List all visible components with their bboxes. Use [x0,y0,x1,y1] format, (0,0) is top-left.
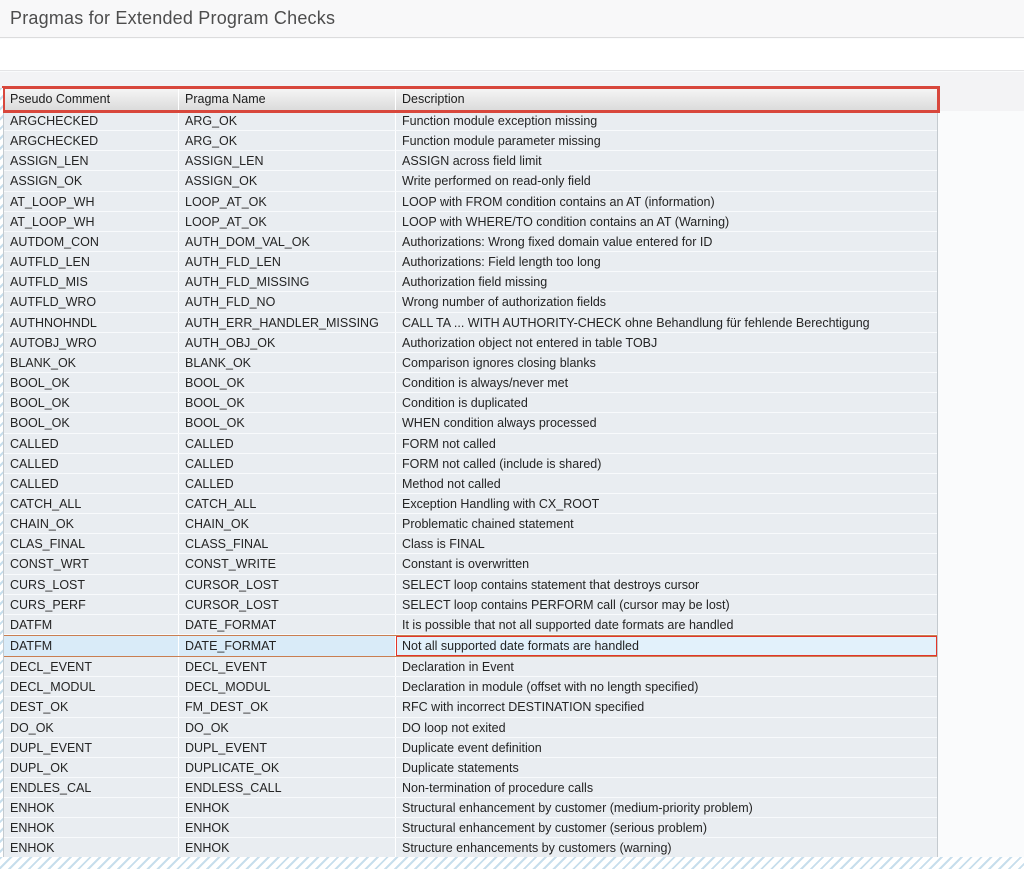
cell-pragma-name[interactable]: FM_DEST_OK [179,697,396,716]
cell-description[interactable]: Write performed on read-only field [402,174,591,189]
table-row[interactable] [4,353,937,373]
cell-pseudo-comment[interactable]: ARGCHECKED [4,111,179,130]
cell-pragma-name[interactable]: ASSIGN_OK [179,171,396,190]
table-row[interactable] [4,718,937,738]
cell-pseudo-comment[interactable]: AT_LOOP_WH [4,192,179,211]
cell-pragma-name[interactable]: ENHOK [179,838,396,857]
cell-pseudo-comment[interactable]: CURS_LOST [4,575,179,594]
cell-description[interactable]: Condition is duplicated [402,396,528,411]
table-row[interactable] [4,333,937,353]
cell-description[interactable]: Authorizations: Field length too long [402,255,601,270]
cell-pragma-name[interactable]: DATE_FORMAT [179,636,396,656]
cell-pragma-name[interactable]: LOOP_AT_OK [179,212,396,231]
pragma-table [3,88,938,859]
cell-pragma-name[interactable]: AUTH_OBJ_OK [179,333,396,352]
cell-pragma-name[interactable]: ASSIGN_LEN [179,151,396,170]
cell-pseudo-comment[interactable]: CATCH_ALL [4,494,179,513]
table-row[interactable] [4,657,937,677]
cell-pseudo-comment[interactable]: ENDLES_CAL [4,778,179,797]
cell-description[interactable]: It is possible that not all supported date formats are handled [402,617,734,632]
table-row[interactable] [4,818,937,838]
cell-pseudo-comment[interactable]: ENHOK [4,838,179,857]
cell-pseudo-comment[interactable]: BOOL_OK [4,393,179,412]
table-row[interactable] [4,454,937,474]
cell-pragma-name[interactable]: CURSOR_LOST [179,575,396,594]
table-row[interactable] [4,677,937,697]
cell-pragma-name[interactable]: DATE_FORMAT [179,615,396,634]
cell-pragma-name[interactable]: BOOL_OK [179,413,396,432]
table-row[interactable] [4,615,937,635]
table-row[interactable] [4,434,937,454]
cell-pragma-name[interactable]: AUTH_FLD_LEN [179,252,396,271]
cell-description[interactable]: Exception Handling with CX_ROOT [402,496,600,511]
table-row[interactable] [4,292,937,312]
cell-description[interactable]: RFC with incorrect DESTINATION specified [402,700,645,715]
cell-pseudo-comment[interactable]: BLANK_OK [4,353,179,372]
cell-description[interactable]: Declaration in module (offset with no length specified) [402,680,699,695]
cell-description[interactable]: LOOP with FROM condition contains an AT (information) [402,194,715,209]
cell-description[interactable]: Wrong number of authorization fields [402,295,607,310]
cell-pseudo-comment[interactable]: DECL_EVENT [4,657,179,676]
table-row[interactable] [4,192,937,212]
cell-description[interactable]: SELECT loop contains statement that destroys cursor [402,577,700,592]
cell-description[interactable]: Comparison ignores closing blanks [402,355,596,370]
table-row[interactable] [4,413,937,433]
bottom-hatch-border [0,857,1024,869]
cell-description[interactable]: DO loop not exited [402,720,506,735]
cell-pseudo-comment[interactable]: DECL_MODUL [4,677,179,696]
table-row[interactable] [4,171,937,191]
cell-description[interactable]: Function module exception missing [402,114,598,128]
title-bar [0,0,1024,38]
cell-pseudo-comment[interactable]: DATFM [4,636,179,656]
cell-pseudo-comment[interactable]: ASSIGN_LEN [4,151,179,170]
page-title: Pragmas for Extended Program Checks [10,8,336,28]
cell-description[interactable]: Condition is always/never met [402,376,569,391]
table-row[interactable] [4,838,937,858]
cell-pragma-name[interactable]: DECL_MODUL [179,677,396,696]
table-row[interactable] [4,131,937,151]
cell-pseudo-comment[interactable]: CONST_WRT [4,554,179,573]
cell-pragma-name[interactable]: DO_OK [179,718,396,737]
cell-pragma-name[interactable]: ENHOK [179,818,396,837]
cell-pseudo-comment[interactable]: DO_OK [4,718,179,737]
cell-description[interactable]: Duplicate event definition [402,740,542,755]
cell-pragma-name[interactable]: ENDLESS_CALL [179,778,396,797]
table-row[interactable] [4,494,937,514]
cell-description[interactable]: Structural enhancement by customer (serious problem) [402,821,707,836]
table-row[interactable] [4,252,937,272]
cell-pseudo-comment[interactable]: DUPL_OK [4,758,179,777]
cell-description[interactable]: SELECT loop contains PERFORM call (cursor may be lost) [402,597,730,612]
cell-description[interactable]: FORM not called (include is shared) [402,456,602,471]
cell-pseudo-comment[interactable]: DUPL_EVENT [4,738,179,757]
cell-description[interactable]: Declaration in Event [402,660,514,675]
left-hatch-border [0,88,3,869]
cell-pragma-name[interactable]: DUPLICATE_OK [179,758,396,777]
cell-pragma-name[interactable]: ENHOK [179,798,396,817]
cell-pseudo-comment[interactable]: AUTFLD_MIS [4,272,179,291]
cell-pseudo-comment[interactable]: ENHOK [4,818,179,837]
cell-pseudo-comment[interactable]: ARGCHECKED [4,131,179,150]
table-header-row [3,88,938,111]
table-row[interactable] [4,738,937,758]
table-row[interactable] [4,575,937,595]
cell-pragma-name[interactable]: LOOP_AT_OK [179,192,396,211]
cell-pragma-name[interactable]: AUTH_FLD_MISSING [179,272,396,291]
cell-pseudo-comment[interactable]: ENHOK [4,798,179,817]
cell-pragma-name[interactable]: BOOL_OK [179,373,396,392]
table-body [3,111,938,859]
table-row[interactable] [4,697,937,717]
table-row[interactable] [4,778,937,798]
table-row[interactable] [4,534,937,554]
cell-description[interactable]: Duplicate statements [402,760,519,775]
cell-description[interactable]: ASSIGN across field limit [402,154,542,169]
table-row[interactable] [4,232,937,252]
cell-pseudo-comment[interactable]: CALLED [4,454,179,473]
cell-pseudo-comment[interactable]: AT_LOOP_WH [4,212,179,231]
cell-pseudo-comment[interactable]: BOOL_OK [4,413,179,432]
cell-pragma-name[interactable]: BOOL_OK [179,393,396,412]
cell-pragma-name[interactable]: CLASS_FINAL [179,534,396,553]
cell-description[interactable]: Not all supported date formats are handled [396,636,937,656]
table-row-selected[interactable] [4,635,937,657]
cell-description[interactable]: Non-termination of procedure calls [402,781,594,795]
table-row[interactable] [4,272,937,292]
cell-description[interactable]: Method not called [402,476,501,491]
table-row[interactable] [4,474,937,494]
cell-pragma-name[interactable]: CATCH_ALL [179,494,396,513]
cell-pragma-name[interactable]: ARG_OK [179,111,396,130]
cell-pragma-name[interactable]: DUPL_EVENT [179,738,396,757]
cell-pragma-name[interactable]: CALLED [179,454,396,473]
cell-pragma-name[interactable]: CONST_WRITE [179,554,396,573]
cell-pseudo-comment[interactable]: DEST_OK [4,697,179,716]
cell-pseudo-comment[interactable]: AUTFLD_WRO [4,292,179,311]
cell-pseudo-comment[interactable]: AUTFLD_LEN [4,252,179,271]
table-row[interactable] [4,111,937,131]
cell-pragma-name[interactable]: CALLED [179,474,396,493]
table-row[interactable] [4,798,937,818]
table-row[interactable] [4,151,937,171]
table-row[interactable] [4,393,937,413]
cell-pragma-name[interactable]: CALLED [179,434,396,453]
cell-description[interactable]: Function module parameter missing [402,134,601,149]
cell-pragma-name[interactable]: ARG_OK [179,131,396,150]
cell-pragma-name[interactable]: CURSOR_LOST [179,595,396,614]
column-header-description[interactable]: Description [402,92,465,106]
cell-pseudo-comment[interactable]: CHAIN_OK [4,514,179,533]
cell-pragma-name[interactable]: AUTH_DOM_VAL_OK [179,232,396,251]
cell-pseudo-comment[interactable]: AUTHNOHNDL [4,313,179,332]
table-row[interactable] [4,595,937,615]
column-header-pragma-name[interactable]: Pragma Name [179,88,396,111]
cell-pseudo-comment[interactable]: ASSIGN_OK [4,171,179,190]
table-row[interactable] [4,212,937,232]
cell-pseudo-comment[interactable]: CLAS_FINAL [4,534,179,553]
table-row[interactable] [4,373,937,393]
cell-description[interactable]: Authorization field missing [402,275,548,290]
cell-pseudo-comment[interactable]: AUTDOM_CON [4,232,179,251]
cell-pragma-name[interactable]: AUTH_ERR_HANDLER_MISSING [179,313,396,332]
cell-description[interactable]: CALL TA ... WITH AUTHORITY-CHECK ohne Behandlung für fehlende Berechtigung [402,315,870,330]
toolbar-spacer [0,39,1024,71]
cell-pseudo-comment[interactable]: DATFM [4,615,179,634]
cell-pragma-name[interactable]: AUTH_FLD_NO [179,292,396,311]
cell-description[interactable]: Structure enhancements by customers (warning) [402,841,672,856]
table-row[interactable] [4,758,937,778]
cell-pragma-name[interactable]: BLANK_OK [179,353,396,372]
cell-pseudo-comment[interactable]: CURS_PERF [4,595,179,614]
cell-pseudo-comment[interactable]: AUTOBJ_WRO [4,333,179,352]
cell-description[interactable]: Problematic chained statement [402,517,574,532]
column-header-pseudo-comment[interactable]: Pseudo Comment [4,88,179,111]
cell-pseudo-comment[interactable]: CALLED [4,474,179,493]
cell-pragma-name[interactable]: CHAIN_OK [179,514,396,533]
cell-pseudo-comment[interactable]: CALLED [4,434,179,453]
table-row[interactable] [4,313,937,333]
cell-description[interactable]: FORM not called [402,436,496,451]
table-row[interactable] [4,514,937,534]
cell-description[interactable]: WHEN condition always processed [402,416,597,431]
cell-description[interactable]: Class is FINAL [402,537,485,552]
cell-description[interactable]: LOOP with WHERE/TO condition contains an AT (Warning) [402,214,730,229]
cell-description[interactable]: Constant is overwritten [402,557,530,572]
cell-description[interactable]: Structural enhancement by customer (medium-priority problem) [402,801,753,816]
cell-pseudo-comment[interactable]: BOOL_OK [4,373,179,392]
cell-pragma-name[interactable]: DECL_EVENT [179,657,396,676]
table-row[interactable] [4,554,937,574]
cell-description[interactable]: Authorization object not entered in table TOBJ [402,335,658,350]
cell-description[interactable]: Authorizations: Wrong fixed domain value entered for ID [402,234,713,249]
